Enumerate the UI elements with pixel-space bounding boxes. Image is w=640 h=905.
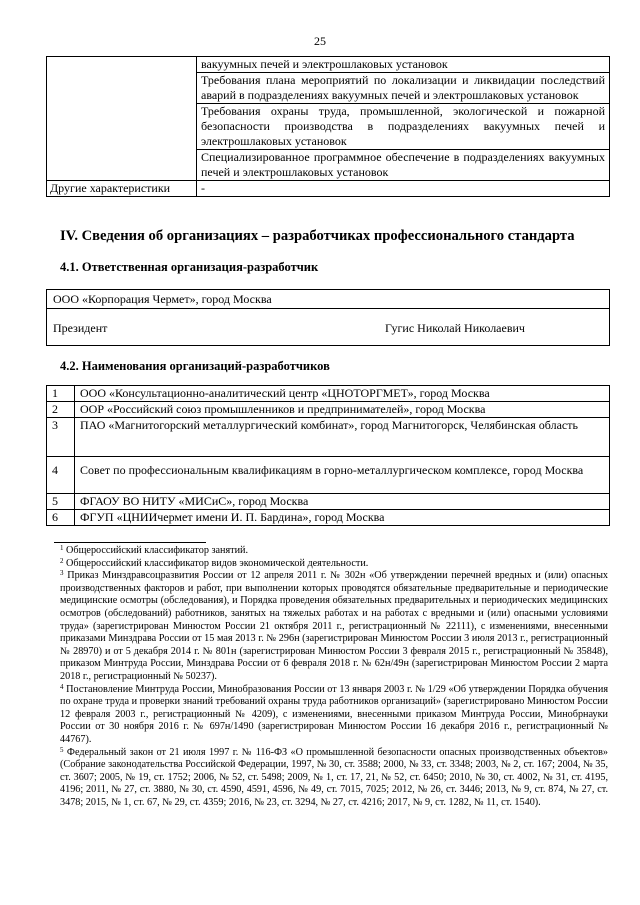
footnote-mark: 2 [60, 556, 64, 565]
organization-name: ООР «Российский союз промышленников и предпринимателей», город Москва [75, 402, 610, 418]
table-cell-value: Специализированное программное обеспечение в подразделениях вакуумных печей и электрошлаковых установок [197, 150, 610, 181]
page-number: 25 [314, 34, 326, 48]
divider [47, 308, 609, 309]
responsible-organization-box [46, 289, 610, 346]
footnote-mark: 1 [60, 544, 64, 552]
organization-name: ФГУП «ЦНИИчермет имени И. П. Бардина», город Москва [75, 510, 610, 526]
responsible-position: Президент [53, 321, 108, 335]
footnote-mark: 4 [60, 682, 64, 691]
row-number: 2 [47, 402, 75, 418]
responsible-organization: ООО «Корпорация Чермет», город Москва [53, 292, 272, 306]
section-title: IV. Сведения об организациях – разработчиках профессионального стандарта [60, 228, 575, 244]
footnote-text: Общероссийский классификатор видов экономической деятельности. [66, 557, 369, 569]
footnote [60, 545, 608, 558]
organization-name: Совет по профессиональным квалификациям в горно-металлургическом комплексе, город Москва [75, 457, 610, 494]
responsible-person: Гугис Николай Николаевич [385, 321, 525, 335]
table-row [47, 57, 610, 73]
table-cell-value: - [197, 181, 610, 197]
developers-table [46, 385, 610, 526]
table-row [47, 386, 610, 402]
characteristics-table [46, 56, 610, 197]
footnote [60, 558, 608, 571]
table-row [47, 181, 610, 197]
table-cell-value: Требования охраны труда, промышленной, экологической и пожарной безопасности производства в подразделениях вакуумных печей и электрошлаковых установок [197, 104, 610, 150]
table-row [47, 457, 610, 494]
footnotes [60, 545, 608, 809]
table-cell-label [47, 57, 197, 181]
developers-heading: 4.2. Наименования организаций-разработчиков [60, 359, 330, 373]
footnote-text: Приказ Минздравсоцразвития России от 12 апреля 2011 г. № 302н «Об утверждении перечней вредных и (или) опасных производственных факторов и работ, при выполнении которых проводятся обязательные предварительные и периодические медицинские осмотры (обследования), и Порядка проведения обязательных предварительных и периодических медицинских осмотров (обследований) работников, занятых на тяжелых работах и на работах с вредными и (или) опасными условиями труда» (зарегистрирован Минюстом России 21 октября 2011 г., регистрационный № 22111), с изменениями, внесенными приказами Минздрава России от 15 мая 2013 г. № 296н (зарегистрирован Минюстом России 3 июля 2013 г., регистрационный № 28970) и от 5 декабря 2014 г. № 801н (зарегистрирован Минюстом России 3 февраля 2015 г., регистрационный № 35848), приказом Минтруда России, Минздрава России от 6 февраля 2018 г. № 62н/49н (зарегистрирован Минюстом России 2 марта 2018 г., регистрационный № 50237). [60, 570, 609, 682]
table-row [47, 510, 610, 526]
table-row [47, 418, 610, 457]
row-number: 6 [47, 510, 75, 526]
table-row [47, 402, 610, 418]
row-number: 4 [47, 457, 75, 494]
footnote-text: Постановление Минтруда России, Минобразования России от 13 января 2003 г. № 1/29 «Об утверждении Порядка обучения по охране труда и проверки знаний требований охраны труда работников организаций» (зарегистрировано Минюстом России 12 февраля 2003 г., регистрационный № 4209), с изменениями, внесенными приказом Минтруда России, Минобрнауки России от 30 ноября 2016 г. № 697н/1490 (зарегистрирован Минюстом России 16 декабря 2016 г., регистрационный № 44767). [60, 683, 609, 745]
organization-name: ФГАОУ ВО НИТУ «МИСиС», город Москва [75, 494, 610, 510]
organization-name: ООО «Консультационно-аналитический центр «ЦНОТОРГМЕТ», город Москва [75, 386, 610, 402]
table-cell-value: Требования плана мероприятий по локализации и ликвидации последствий аварий в подразделениях вакуумных печей и электрошлаковых установок [197, 73, 610, 104]
footnote [60, 684, 608, 747]
footnote-mark: 3 [60, 569, 64, 578]
table-row [47, 494, 610, 510]
row-number: 3 [47, 418, 75, 457]
footnote-text: Общероссийский классификатор занятий. [66, 545, 249, 556]
table-cell-label: Другие характеристики [47, 181, 197, 197]
footnote [60, 570, 608, 683]
footnote-text: Федеральный закон от 21 июля 1997 г. № 116-ФЗ «О промышленной безопасности опасных производственных объектов» (Собрание законодательства Российской Федерации, 1997, № 30, ст. 3588; 2000, № 33, ст. 3348; 2003, № 2, ст. 167; 2004, № 35, ст. 3607; 2005, № 19, ст. 1752; 2006, № 52, ст. 5498; 2009, № 1, ст. 17, 21, № 52, ст. 6450; 2010, № 30, ст. 4002, № 31, ст. 4195, 4196; 2011, № 27, ст. 3880, № 30, ст. 4590, 4591, 4596, № 49, ст. 7015, 7025; 2012, № 26, ст. 3446; 2013, № 9, ст. 874, № 27, ст. 3478; 2015, № 1, ст. 67, № 29, ст. 4359; 2016, № 23, ст. 3294, № 27, ст. 4216; 2017, № 9, ст. 1282, № 11, ст. 1540). [60, 746, 608, 808]
table-cell-value: вакуумных печей и электрошлаковых установок [197, 57, 610, 73]
row-number: 1 [47, 386, 75, 402]
organization-name: ПАО «Магнитогорский металлургический комбинат», город Магнитогорск, Челябинская область [75, 418, 610, 457]
footnote-mark: 5 [60, 745, 64, 754]
footnote [60, 747, 608, 810]
footnote-separator [54, 542, 206, 543]
row-number: 5 [47, 494, 75, 510]
responsible-heading: 4.1. Ответственная организация-разработчик [60, 260, 319, 274]
